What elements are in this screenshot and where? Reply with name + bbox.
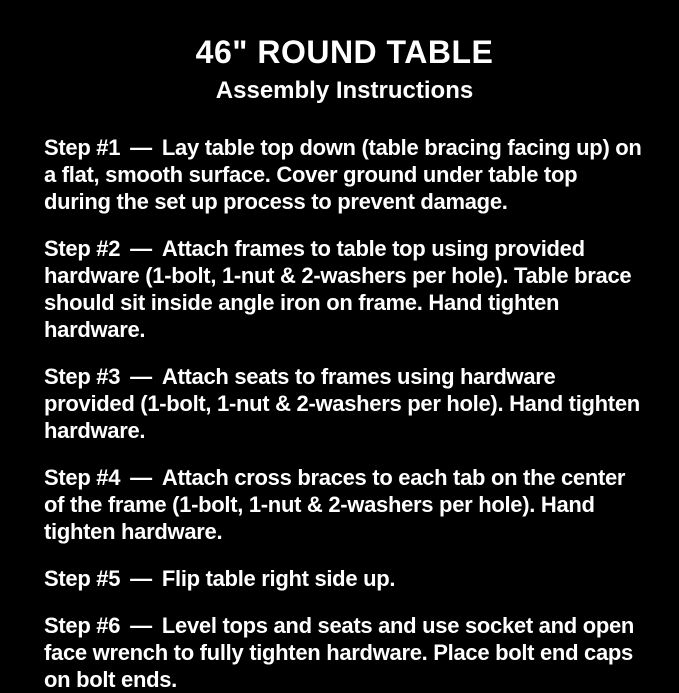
step-separator: — — [130, 135, 152, 161]
step-item-5 — [44, 565, 645, 592]
step-text: Flip table right side up. — [161, 566, 396, 592]
step-item-6 — [44, 612, 645, 693]
step-separator: — — [130, 364, 152, 390]
step-label: Step #5 — [44, 566, 121, 592]
step-label: Step #4 — [44, 465, 121, 491]
step-label: Step #6 — [44, 613, 121, 639]
step-item-4 — [44, 464, 645, 545]
step-label: Step #2 — [44, 236, 121, 262]
step-separator: — — [130, 566, 152, 592]
step-separator: — — [130, 465, 152, 491]
page-title: 46" ROUND TABLE — [195, 34, 494, 70]
step-separator: — — [130, 236, 152, 262]
step-text: Attach cross braces to each tab on the center of the frame (1-bolt, 1-nut & 2-washers per hole). Hand tighten hardware. — [44, 465, 626, 545]
step-text: Level tops and seats and use socket and open face wrench to fully tighten hardware. Place bolt end caps on bolt ends. — [44, 613, 635, 693]
step-item-3 — [44, 363, 645, 444]
page-subtitle: Assembly Instructions — [215, 76, 474, 104]
step-text: Attach frames to table top using provided hardware (1-bolt, 1-nut & 2-washers per hole). Table brace should sit inside angle iron on frame. Hand tighten hardware. — [44, 236, 632, 343]
step-item-1 — [44, 134, 645, 215]
steps-list — [44, 134, 645, 693]
step-separator: — — [130, 613, 152, 639]
step-label: Step #1 — [44, 135, 121, 161]
step-text: Lay table top down (table bracing facing up) on a flat, smooth surface. Cover ground under table top during the set up process to prevent damage. — [44, 135, 642, 215]
step-text: Attach seats to frames using hardware provided (1-bolt, 1-nut & 2-washers per hole). Hand tighten hardware. — [44, 364, 640, 444]
step-label: Step #3 — [44, 364, 121, 390]
step-item-2 — [44, 235, 645, 343]
